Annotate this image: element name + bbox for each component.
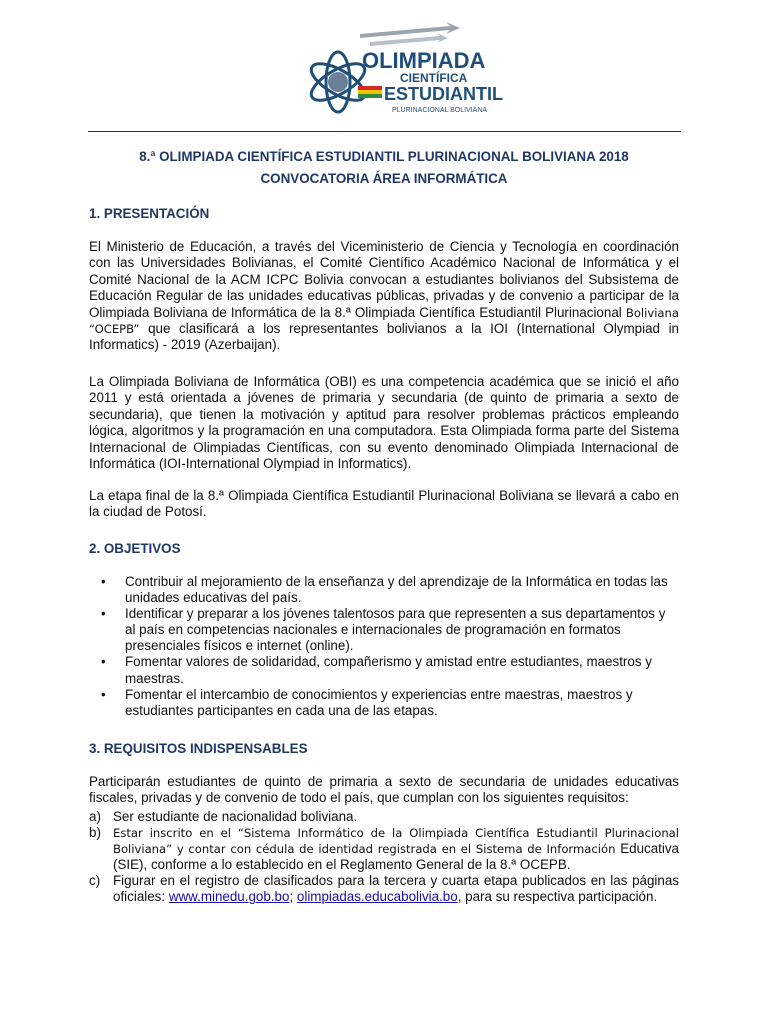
list-marker: c) bbox=[89, 873, 101, 889]
requisito-c-text-1: Figurar en el registro de clasificados para la tercera y cuarta etapa publicados en las páginas oficiales: bbox=[113, 873, 679, 905]
paragraph-presentacion-2: La Olimpiada Boliviana de Informática (OBI) es una competencia académica que se inició el año 2011 y está orientada a jóvenes de primaria y secundaria (de quinto de primaria a sexto de secundaria), que tienen la motivación y aptitud para resolver problemas prácticos empleando lógica, algoritmos y la programación en una computadora. Esta Olimpiada forma parte del Sistema Internacional de Olimpiadas Científicas, con su evento denominado Olimpiada Internacional de Informática (IOI-International Olympiad in Informatics). bbox=[89, 374, 679, 472]
list-marker: b) bbox=[89, 825, 101, 841]
objetivo-text: Fomentar valores de solidaridad, compañerismo y amistad entre estudiantes, maestros y maestras. bbox=[125, 654, 652, 686]
logo-text-olimpiada: OLIMPIADA bbox=[362, 48, 486, 73]
objetivo-text: Fomentar el intercambio de conocimientos y experiencias entre maestras, maestros y estudiantes participantes en cada una de las etapas. bbox=[125, 686, 633, 718]
logo-text-plurinacional: PLURINACIONAL BOLIVIANA bbox=[392, 107, 488, 114]
section-heading-objetivos: 2. OBJETIVOS bbox=[89, 541, 181, 556]
section-heading-presentacion: 1. PRESENTACIÓN bbox=[89, 206, 210, 221]
paragraph-presentacion-1 bbox=[89, 239, 679, 354]
objetivo-text: Contribuir al mejoramiento de la enseñanza y del aprendizaje de la Informática en todas las unidades educativas del país. bbox=[125, 574, 668, 606]
objetivo-text: Identificar y preparar a los jóvenes talentosos para que representen a sus departamentos y al país en competencias nacionales e internacionales de programación en formatos presenciales físicos e internet (online). bbox=[125, 606, 666, 654]
list-item bbox=[89, 873, 679, 905]
bullet-icon: • bbox=[101, 574, 106, 589]
paragraph-requisitos-intro: Participarán estudiantes de quinto de primaria a sexto de secundaria de unidades educativas fiscales, privadas y de convenio de todo el país, que cumplan con los siguientes requisitos: bbox=[89, 774, 679, 806]
objetivos-list bbox=[89, 574, 679, 719]
bullet-icon: • bbox=[101, 654, 106, 670]
header-divider bbox=[88, 131, 681, 132]
olympiad-logo bbox=[300, 20, 503, 120]
list-item bbox=[89, 574, 679, 606]
requisito-b-text-2: Educativa (SIE), conforme a lo establecido en el Reglamento General de la 8.ª OCEPB. bbox=[113, 841, 680, 873]
list-item bbox=[89, 654, 679, 686]
requisitos-list bbox=[89, 809, 679, 906]
list-item bbox=[89, 687, 679, 719]
list-item bbox=[89, 825, 679, 873]
bullet-icon: • bbox=[101, 686, 106, 702]
section-heading-requisitos: 3. REQUISITOS INDISPENSABLES bbox=[89, 741, 308, 756]
requisito-b-text-1: Estar inscrito en el “Sistema Informático de la Olimpiada Científica Estudiantil Plurinacional Boliviana” y contar con cédula de identidad registrada en el Sistema de Información bbox=[113, 826, 679, 857]
paragraph-presentacion-1-text-c: que clasificará a los representantes bolivianos a la IOI (International Olympiad in Informatics) - 2019 (Azerbaijan). bbox=[89, 321, 679, 353]
document-title: 8.ª OLIMPIADA CIENTÍFICA ESTUDIANTIL PLURINACIONAL BOLIVIANA 2018 bbox=[139, 149, 629, 164]
requisito-a-text: Ser estudiante de nacionalidad boliviana. bbox=[113, 809, 358, 824]
list-marker: a) bbox=[89, 809, 101, 824]
list-item bbox=[89, 606, 679, 654]
link-minedu[interactable]: www.minedu.gob.bo bbox=[168, 889, 290, 905]
bullet-icon: • bbox=[101, 606, 106, 622]
logo-text-cientifica: CIENTÍFICA bbox=[400, 71, 468, 85]
link-separator: ; bbox=[289, 889, 294, 905]
paragraph-presentacion-3: La etapa final de la 8.ª Olimpiada Científica Estudiantil Plurinacional Boliviana se llevará a cabo en la ciudad de Potosí. bbox=[89, 488, 679, 520]
list-item bbox=[89, 809, 679, 825]
paragraph-presentacion-1-text-a: El Ministerio de Educación, a través del Viceministerio de Ciencia y Tecnología en coordinación con las Universidades Bolivianas, el Comité Científico Académico Nacional de Informática y el Comité Nacional de la ACM ICPC Bolivia convocan a estudiantes bolivianos del Subsistema de Educación Regular de las unidades educativas públicas, privadas y de convenio a participar de la Olimpiada Boliviana de Informática de la 8.ª Olimpiada Científica Estudiantil Plurinacional bbox=[89, 239, 679, 320]
link-olimpiadas[interactable]: olimpiadas.educabolivia.bo bbox=[296, 889, 458, 905]
document-subtitle: CONVOCATORIA ÁREA INFORMÁTICA bbox=[260, 171, 508, 186]
requisito-c-text-2: , para su respectiva participación. bbox=[457, 889, 658, 905]
logo-text-estudiantil: ESTUDIANTIL bbox=[384, 84, 503, 104]
paragraph-presentacion-1-ocepb: Boliviana “OCEPB” bbox=[89, 305, 679, 337]
